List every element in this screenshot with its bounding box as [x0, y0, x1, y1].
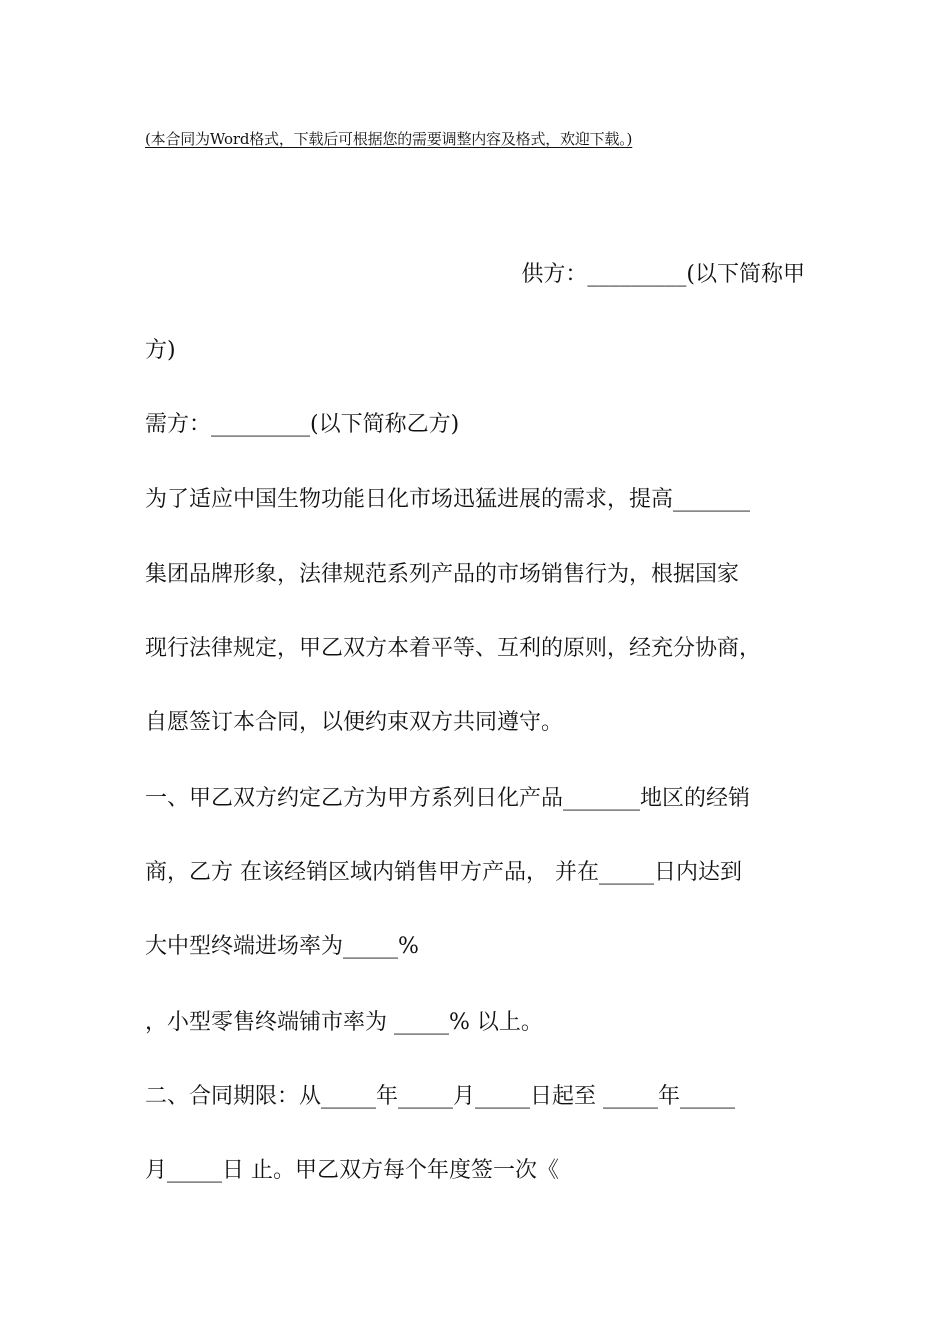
clause-1-line-4: ，小型零售终端铺市率为 _____% 以上。: [145, 1010, 543, 1035]
preamble-line-3: 现行法律规定，甲乙双方本着平等、互利的原则，经充分协商，: [145, 636, 762, 661]
clause-2-line-2: 月_____日 止。甲乙双方每个年度签一次《: [145, 1158, 559, 1183]
supplier-line: 供方：_________(以下简称甲: [521, 262, 805, 287]
format-notice: (本合同为Word格式，下载后可根据您的需要调整内容及格式，欢迎下载。): [145, 130, 633, 148]
preamble-line-1: 为了适应中国生物功能日化市场迅猛进展的需求，提高_______: [145, 487, 751, 512]
buyer-line: 需方：_________(以下简称乙方): [145, 412, 460, 437]
supplier-line-continued: 方): [145, 338, 176, 363]
preamble-line-2: 集团品牌形象，法律规范系列产品的市场销售行为，根据国家: [145, 562, 740, 587]
clause-1-line-3: 大中型终端进场率为_____%: [145, 934, 419, 959]
clause-1-line-1: 一、甲乙双方约定乙方为甲方系列日化产品_______地区的经销: [145, 786, 751, 811]
preamble-line-4: 自愿签订本合同，以便约束双方共同遵守。: [145, 710, 564, 735]
clause-2-line-1: 二、合同期限：从_____年_____月_____日起至 _____年_____: [145, 1084, 735, 1109]
clause-1-line-2: 商，乙方 在该经销区域内销售甲方产品， 并在_____日内达到: [145, 860, 742, 885]
